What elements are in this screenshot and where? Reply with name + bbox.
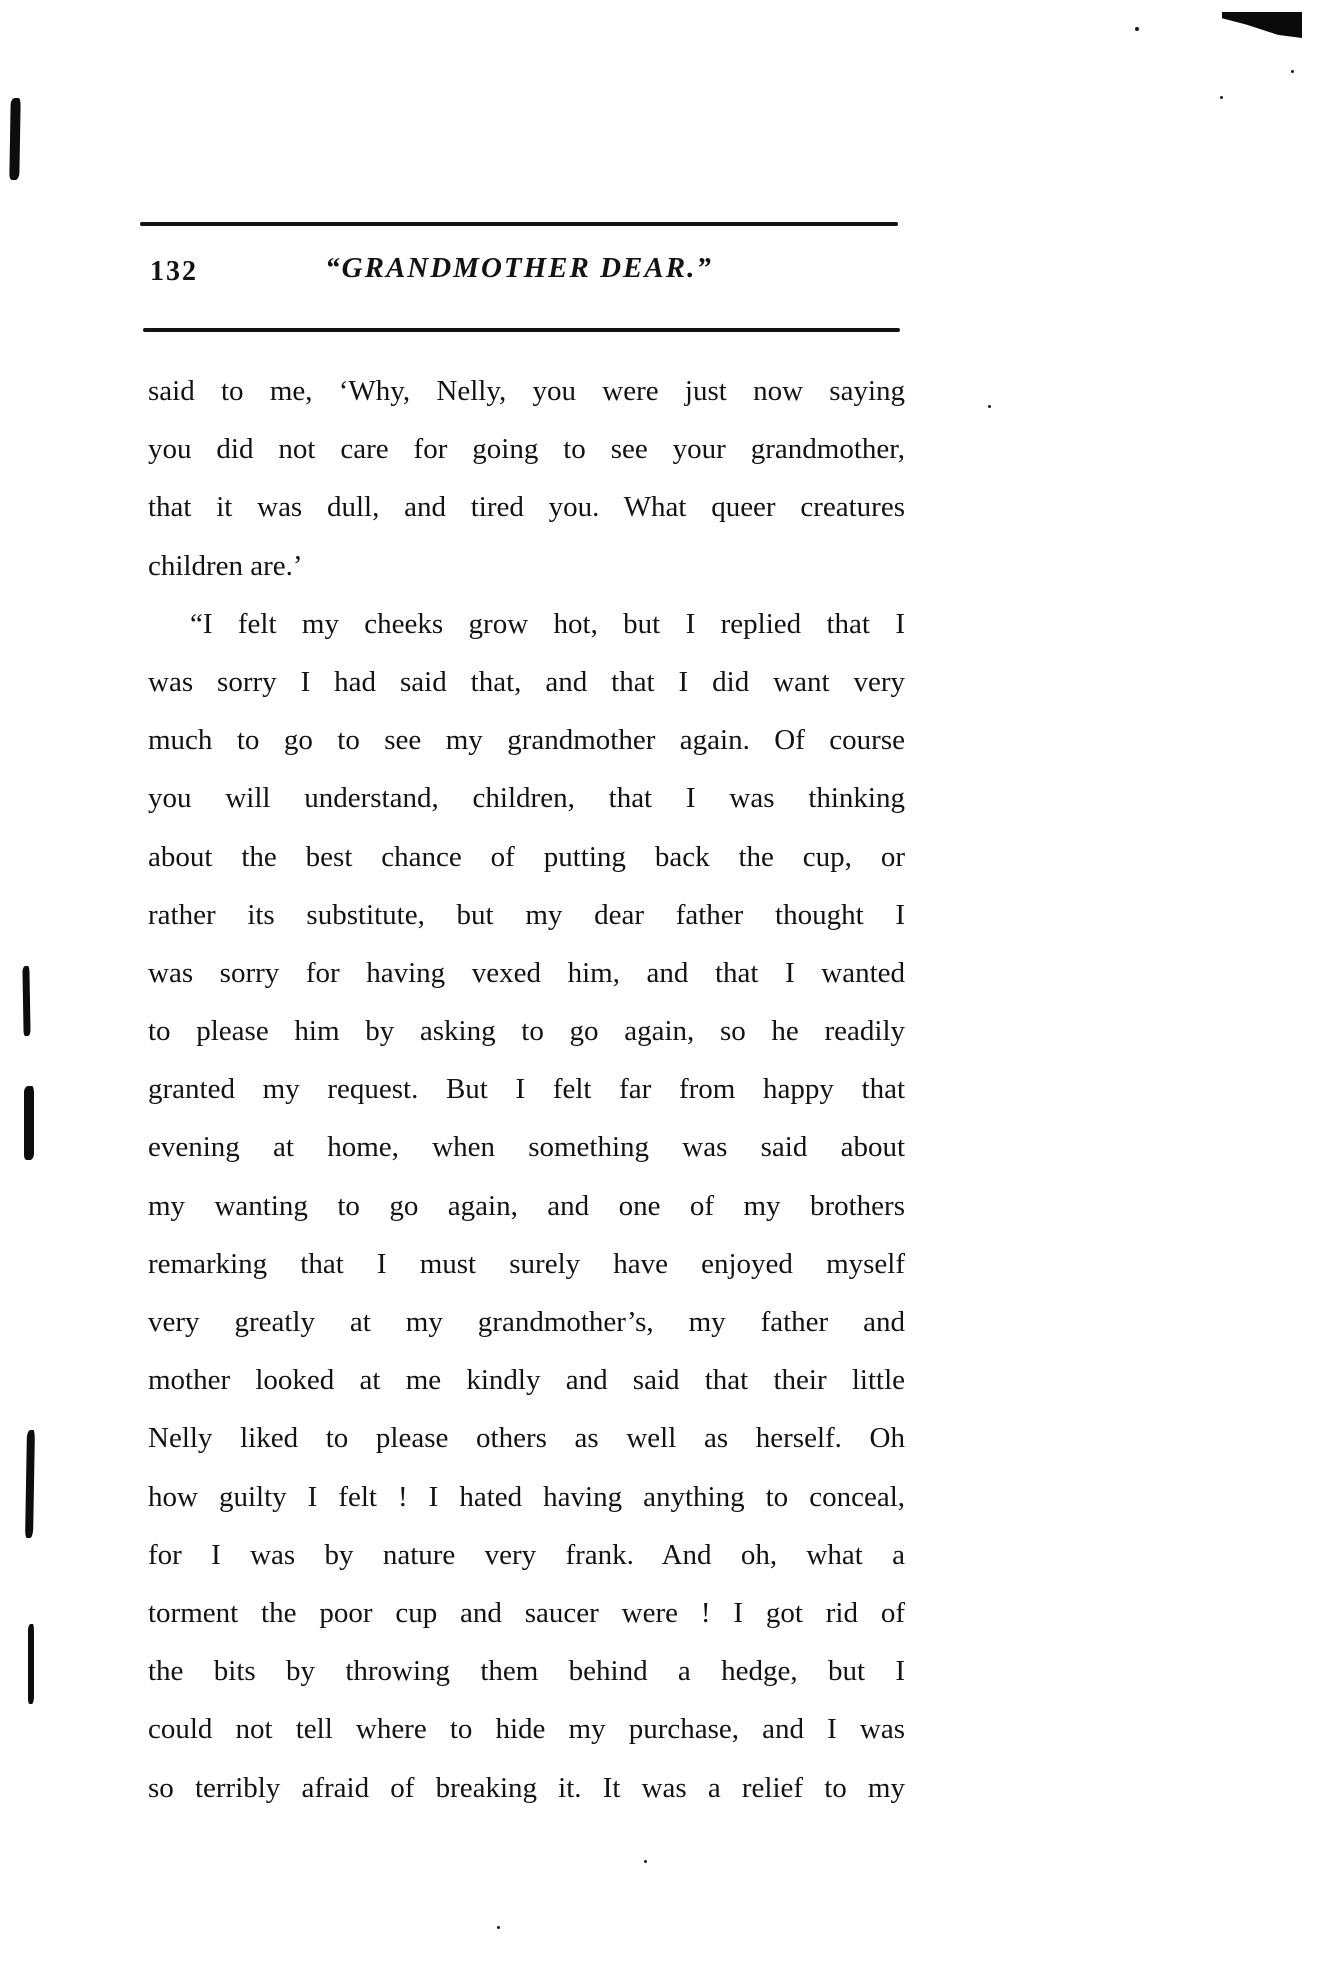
body-line: could not tell where to hide my purchase, and I was bbox=[148, 1713, 905, 1746]
body-line: evening at home, when something was said about bbox=[148, 1131, 905, 1164]
body-line: much to go to see my grandmother again. Of course bbox=[148, 724, 905, 757]
body-line: torment the poor cup and saucer were ! I got rid of bbox=[148, 1596, 905, 1629]
scan-speck bbox=[497, 1926, 500, 1929]
ink-smudge bbox=[24, 1086, 34, 1160]
running-title: “GRANDMOTHER DEAR.” bbox=[325, 252, 713, 284]
body-line: “I felt my cheeks grow hot, but I replied that I bbox=[190, 607, 905, 640]
scan-corner-artifact bbox=[1222, 12, 1302, 38]
body-line: that it was dull, and tired you. What queer creatures bbox=[148, 491, 905, 524]
body-line: remarking that I must surely have enjoyed myself bbox=[148, 1247, 905, 1280]
scan-speck bbox=[1220, 96, 1223, 99]
scan-speck bbox=[1291, 70, 1294, 73]
header-rule-top bbox=[140, 222, 898, 226]
body-line: mother looked at me kindly and said that their little bbox=[148, 1364, 905, 1397]
ink-smudge bbox=[28, 1624, 34, 1704]
scan-speck bbox=[988, 405, 991, 408]
body-line: children are.’ bbox=[148, 549, 303, 582]
body-line: rather its substitute, but my dear father thought I bbox=[148, 898, 905, 931]
scan-speck bbox=[644, 1860, 647, 1863]
ink-smudge bbox=[22, 966, 30, 1036]
ink-smudge bbox=[25, 1430, 35, 1538]
body-text bbox=[148, 362, 905, 1817]
body-line: the bits by throwing them behind a hedge, but I bbox=[148, 1655, 905, 1688]
body-line: so terribly afraid of breaking it. It was a relief to my bbox=[148, 1771, 905, 1804]
body-line: said to me, ‘Why, Nelly, you were just now saying bbox=[148, 375, 905, 407]
body-line: Nelly liked to please others as well as herself. Oh bbox=[148, 1422, 905, 1455]
body-line: was sorry I had said that, and that I did want very bbox=[148, 665, 905, 698]
body-line: my wanting to go again, and one of my brothers bbox=[148, 1189, 905, 1222]
body-line: was sorry for having vexed him, and that I wanted bbox=[148, 956, 905, 989]
body-line: you will understand, children, that I was thinking bbox=[148, 782, 905, 815]
body-line: about the best chance of putting back the cup, or bbox=[148, 840, 905, 873]
ink-smudge bbox=[9, 98, 20, 180]
body-line: granted my request. But I felt far from happy that bbox=[148, 1073, 905, 1106]
page-number: 132 bbox=[150, 256, 198, 287]
body-line: very greatly at my grandmother’s, my father and bbox=[148, 1306, 905, 1338]
header-rule-bottom bbox=[143, 328, 900, 332]
body-line: for I was by nature very frank. And oh, what a bbox=[148, 1538, 905, 1571]
scan-speck bbox=[1135, 27, 1139, 31]
body-line: to please him by asking to go again, so he readily bbox=[148, 1015, 905, 1048]
body-line: how guilty I felt ! I hated having anything to conceal, bbox=[148, 1480, 905, 1513]
body-line: you did not care for going to see your grandmother, bbox=[148, 433, 905, 466]
